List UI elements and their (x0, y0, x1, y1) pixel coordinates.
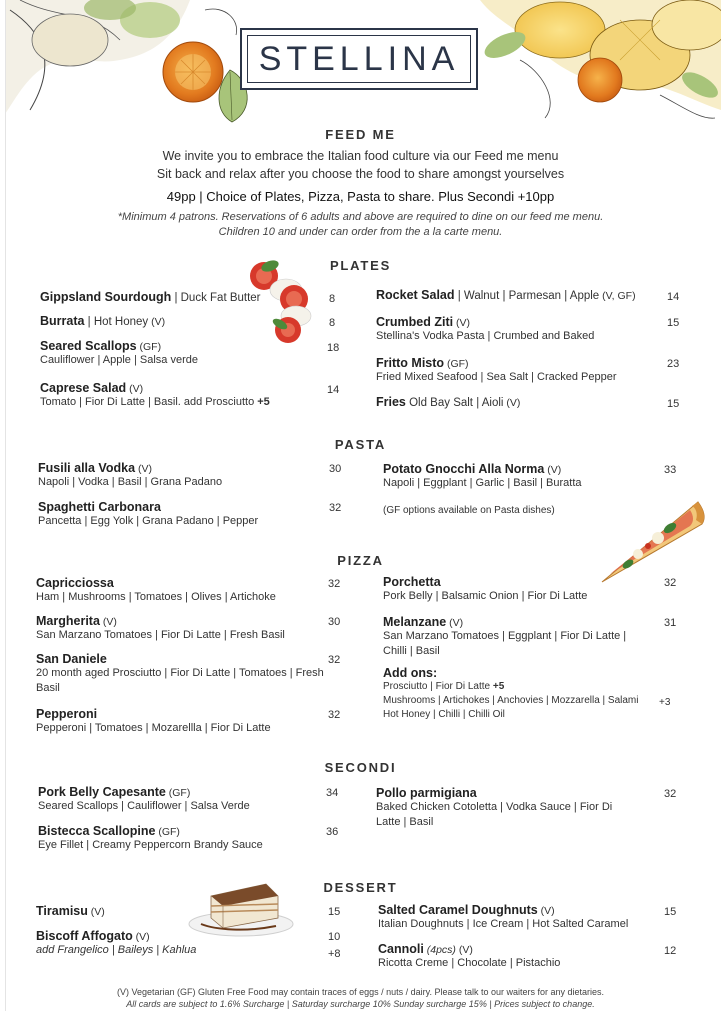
price: 32 (664, 788, 677, 800)
feed-me-offer: 49pp | Choice of Plates, Pizza, Pasta to share. Plus Secondi +10pp (166, 189, 555, 204)
secondi-title: SECONDI (324, 760, 397, 775)
price: 23 (667, 358, 680, 370)
feed-me-note2: Children 10 and under can order from the a la carte menu. (218, 226, 503, 238)
pizza-item-melanzane: Melanzane (V) San Marzano Tomatoes | Eggplant | Fior Di Latte | Chilli | Basil (383, 615, 627, 657)
pasta-title: PASTA (334, 437, 387, 452)
plates-title: PLATES (329, 258, 392, 273)
plates-item-crumbed-ziti: Crumbed Ziti (V) Stellina's Vodka Pasta | Crumbed and Baked (376, 315, 595, 342)
pizza-title: PIZZA (337, 553, 384, 568)
price: 18 (327, 342, 340, 354)
plates-item-caprese-salad: Caprese Salad (V) Tomato | Fior Di Latte | Basil. add Prosciutto +5 (40, 381, 270, 408)
price: 31 (664, 617, 677, 629)
plates-item-fritto-misto: Fritto Misto (GF) Fried Mixed Seafood | Sea Salt | Cracked Pepper (376, 356, 617, 383)
dessert-item-tiramisu: Tiramisu (V) (36, 904, 105, 918)
price: 32 (664, 577, 677, 589)
footer-dietary: (V) Vegetarian (GF) Gluten Free Food may contain traces of eggs / nuts / dairy. Please talk to our waiters for any dietaries. (116, 987, 605, 997)
plates-item-seared-scallops: Seared Scallops (GF) Cauliflower | Apple | Salsa verde (40, 339, 198, 366)
price: 32 (328, 654, 341, 666)
price: 34 (326, 787, 339, 799)
pizza-slice-illustration (598, 496, 708, 588)
price: 32 (328, 709, 341, 721)
plates-item-fries: Fries Old Bay Salt | Aioli (V) (376, 395, 521, 409)
price: 32 (328, 578, 341, 590)
price: 30 (328, 616, 341, 628)
addons-price: +3 (659, 697, 671, 708)
plates-item-gippsland-sourdough: Gippsland Sourdough | Duck Fat Butter (40, 290, 261, 304)
tiramisu-illustration (186, 874, 296, 938)
price: 12 (664, 945, 677, 957)
pizza-item-san-daniele: San Daniele 20 month aged Prosciutto | Fior Di Latte | Tomatoes | Fresh Basil (36, 652, 324, 694)
feed-me-line2: Sit back and relax after you choose the food to share amongst yourselves (156, 167, 565, 181)
plates-item-rocket-salad: Rocket Salad | Walnut | Parmesan | Apple (V, GF) (376, 288, 636, 302)
dessert-item-salted-caramel-doughnuts: Salted Caramel Doughnuts (V) Italian Doughnuts | Ice Cream | Hot Salted Caramel (378, 903, 629, 930)
dessert-item-cannoli: Cannoli (4pcs) (V) Ricotta Creme | Chocolate | Pistachio (378, 942, 561, 969)
price: 15 (667, 317, 680, 329)
secondi-item-bistecca-scallopine: Bistecca Scallopine (GF) Eye Fillet | Creamy Peppercorn Brandy Sauce (38, 824, 263, 851)
pizza-item-porchetta: Porchetta Pork Belly | Balsamic Onion | Fior Di Latte (383, 575, 588, 602)
feed-me-title: FEED ME (325, 127, 396, 142)
plates-item-burrata: Burrata | Hot Honey (V) (40, 314, 166, 328)
pasta-item-potato-gnocchi: Potato Gnocchi Alla Norma (V) Napoli | Eggplant | Garlic | Basil | Buratta (383, 462, 582, 489)
pasta-gf-note: (GF options available on Pasta dishes) (383, 505, 555, 516)
price: 14 (327, 384, 340, 396)
secondi-item-pork-belly-capesante: Pork Belly Capesante (GF) Seared Scallops | Cauliflower | Salsa Verde (38, 785, 250, 812)
pizza-item-margherita: Margherita (V) San Marzano Tomatoes | Fior Di Latte | Fresh Basil (36, 614, 285, 641)
footer-surcharge: All cards are subject to 1.6% Surcharge | Saturday surcharge 10% Sunday surcharge 15% | Prices subject to change. (126, 999, 595, 1009)
price-extra: +8 (328, 948, 341, 960)
brand-name: STELLINA (247, 35, 471, 83)
logo (240, 28, 478, 90)
price: 15 (328, 906, 341, 918)
pizza-item-pepperoni: Pepperoni Pepperoni | Tomatoes | Mozarellla | Fior Di Latte (36, 707, 271, 734)
price: 10 (328, 931, 341, 943)
price: 32 (329, 502, 342, 514)
dessert-item-biscoff-affogato: Biscoff Affogato (V) add Frangelico | Baileys | Kahlua (36, 929, 197, 956)
price: 30 (329, 463, 342, 475)
pizza-addons: Add ons: Prosciutto | Fior Di Latte +5 Mushrooms | Artichokes | Anchovies | Mozzarella | Salami Hot Honey | Chilli | Chilli Oil (383, 666, 639, 720)
pasta-item-fusili-alla-vodka: Fusili alla Vodka (V) Napoli | Vodka | Basil | Grana Padano (38, 461, 223, 488)
pasta-item-spaghetti-carbonara: Spaghetti Carbonara Pancetta | Egg Yolk | Grana Padano | Pepper (38, 500, 259, 527)
price: 33 (664, 464, 677, 476)
feed-me-line1: We invite you to embrace the Italian food culture via our Feed me menu (162, 149, 559, 163)
price: 15 (664, 906, 677, 918)
price: 8 (329, 317, 336, 329)
price: 14 (667, 291, 680, 303)
secondi-item-pollo-parmigiana: Pollo parmigiana Baked Chicken Cotoletta | Vodka Sauce | Fior Di Latte | Basil (376, 786, 613, 828)
dessert-title: DESSERT (323, 880, 398, 895)
feed-me-note1: *Minimum 4 patrons. Reservations of 6 adults and above are required to dine on our feed me menu. (117, 211, 604, 223)
price: 36 (326, 826, 339, 838)
price: 15 (667, 398, 680, 410)
price: 8 (329, 293, 336, 305)
pizza-item-capricciossa: Capricciossa Ham | Mushrooms | Tomatoes | Olives | Artichoke (36, 576, 276, 603)
